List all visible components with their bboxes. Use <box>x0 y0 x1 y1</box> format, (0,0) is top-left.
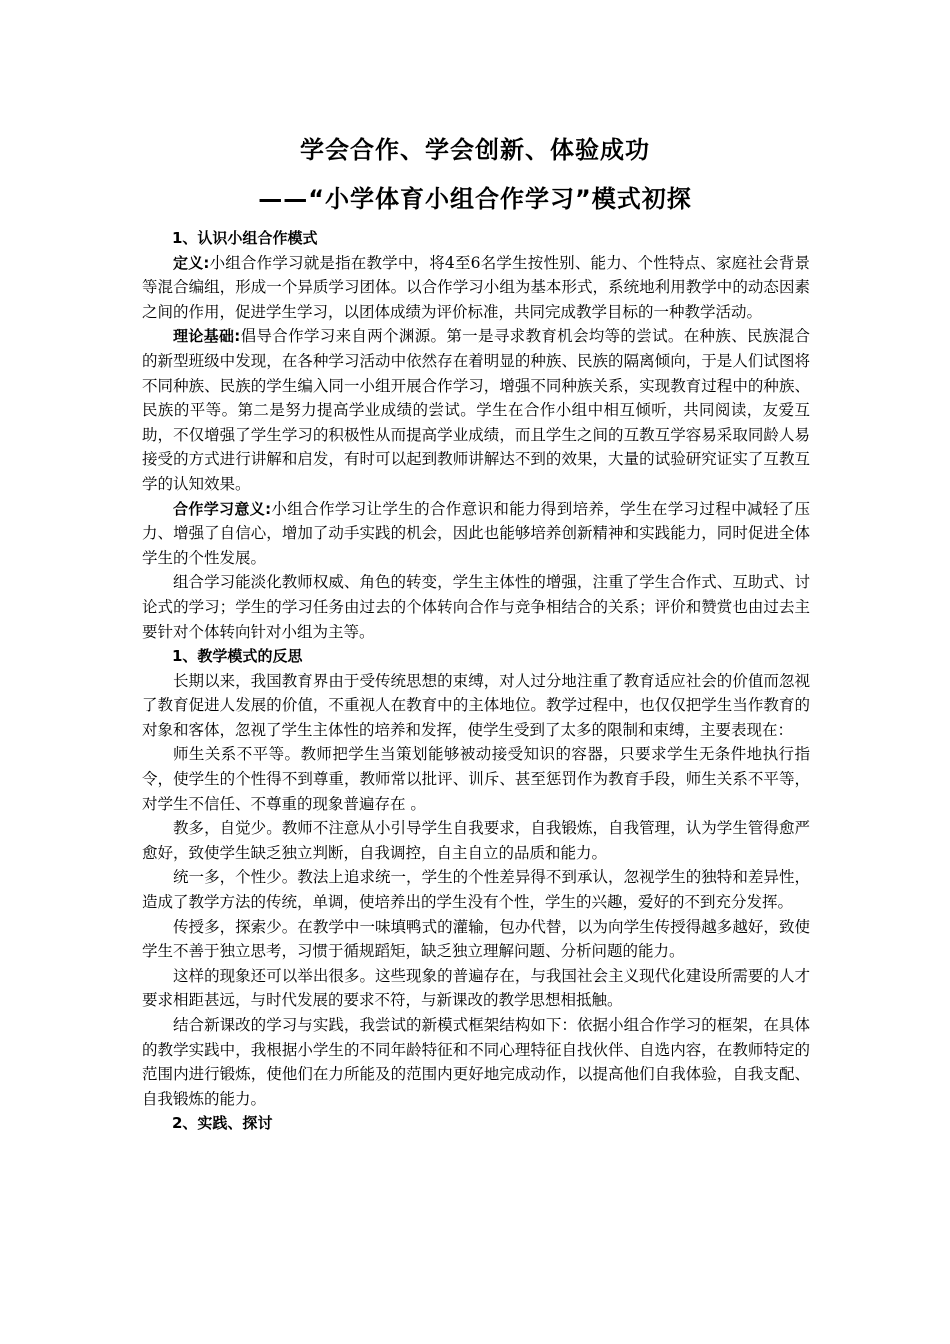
document-body <box>142 226 810 1136</box>
section-heading-1: 1、认识小组合作模式 <box>172 229 318 247</box>
theory-label: 理论基础: <box>173 327 241 346</box>
document-subtitle: ——“小学体育小组合作学习”模式初探 <box>258 185 692 213</box>
group-learning-paragraph: 组合学习能淡化教师权威、角色的转变，学生主体性的增强，注重了学生合作式、互助式、讨论式的学习；学生的学习任务由过去的个体转向合作与竞争相结合的关系；评价和赞赏也由过去主要针对个体转向针对小组为主等。 <box>142 573 810 641</box>
uniformity-paragraph: 统一多，个性少。教法上追求统一，学生的个性差异得不到承认，忽视学生的独特和差异性，造成了教学方法的传统，单调，使培养出的学生没有个性，学生的兴趣，爱好的不到充分发挥。 <box>142 868 810 912</box>
longterm-paragraph: 长期以来，我国教育界由于受传统思想的束缚，对人过分地注重了教育适应社会的价值而忽视了教育促进人发展的价值，不重视人在教育中的主体地位。教学过程中，也仅仅把学生当作教育的对象和客体，忽视了学生主体性的培养和发挥，使学生受到了太多的限制和束缚，主要表现在： <box>142 671 810 739</box>
significance-text: 小组合作学习让学生的合作意识和能力得到培养，学生在学习过程中减轻了压力、增强了自信心，增加了动手实践的机会，因此也能够培养创新精神和实践能力，同时促进全体学生的个性发展。 <box>142 499 810 567</box>
definition-paragraph <box>142 251 810 325</box>
section-heading-3: 2、实践、探讨 <box>172 1114 273 1133</box>
theory-paragraph <box>142 324 810 496</box>
more-teaching-paragraph: 教多，自觉少。教师不注意从小引导学生自我要求，自我锻炼，自我管理，认为学生管得愈严愈好，致使学生缺乏独立判断，自我调控，自主自立的品质和能力。 <box>142 819 810 862</box>
definition-text: 小组合作学习就是指在教学中，将4至6名学生按性别、能力、个性特点、家庭社会背景等混合编组，形成一个异质学习团体。以合作学习小组为基本形式，系统地利用教学中的动态因素之间的作用，促进学生学习，以团体成绩为评价标准，共同完成教学目标的一种教学活动。 <box>142 253 811 321</box>
theory-text: 倡导合作学习来自两个渊源。第一是寻求教育机会均等的尝试。在种族、民族混合的新型班级中发现，在各种学习活动中依然存在着明显的种族、民族的隔离倾向，于是人们试图将不同种族、民族的学生编入同一小组开展合作学习，增强不同种族关系，实现教育过程中的种族、民族的平等。第二是努力提高学业成绩的尝试。学生在合作小组中相互倾听，共同阅读，友爱互助，不仅增强了学生学习的积极性从而提高学业成绩，而且学生之间的互教互学容易采取同龄人易接受的方式进行讲解和启发，有时可以起到教师讲解达不到的效果，大量的试验研究证实了互教互学的认知效果。 <box>142 327 811 493</box>
phenomena-paragraph: 这样的现象还可以举出很多。这些现象的普遍存在，与我国社会主义现代化建设所需要的人才要求相距甚远，与时代发展的要求不符，与新课改的教学思想相抵触。 <box>142 966 810 1010</box>
section-heading-2: 1、教学模式的反思 <box>172 647 303 666</box>
framework-paragraph: 结合新课改的学习与实践，我尝试的新模式框架结构如下：依据小组合作学习的框架，在具体的教学实践中，我根据小学生的不同年龄特征和不同心理特征自找伙伴、自选内容，在教师特定的范围内进行锻炼，使他们在力所能及的范围内更好地完成动作，以提高他们自我体验，自我支配、自我锻炼的能力。 <box>142 1016 810 1108</box>
document-title: 学会合作、学会创新、体验成功 <box>300 136 650 164</box>
significance-label: 合作学习意义: <box>173 499 272 518</box>
teacher-student-paragraph: 师生关系不平等。教师把学生当策划能够被动接受知识的容器，只要求学生无条件地执行指令，使学生的个性得不到尊重，教师常以批评、训斥、甚至惩罚作为教育手段，师生关系不平等，对学生不信任、不尊重的现象普遍存在 。 <box>142 745 810 813</box>
significance-paragraph <box>142 497 810 571</box>
lecture-paragraph: 传授多，探索少。在教学中一味填鸭式的灌输，包办代替，以为向学生传授得越多越好，致使学生不善于独立思考，习惯于循规蹈矩，缺乏独立理解问题、分析问题的能力。 <box>142 917 810 961</box>
definition-label: 定义: <box>173 253 210 272</box>
